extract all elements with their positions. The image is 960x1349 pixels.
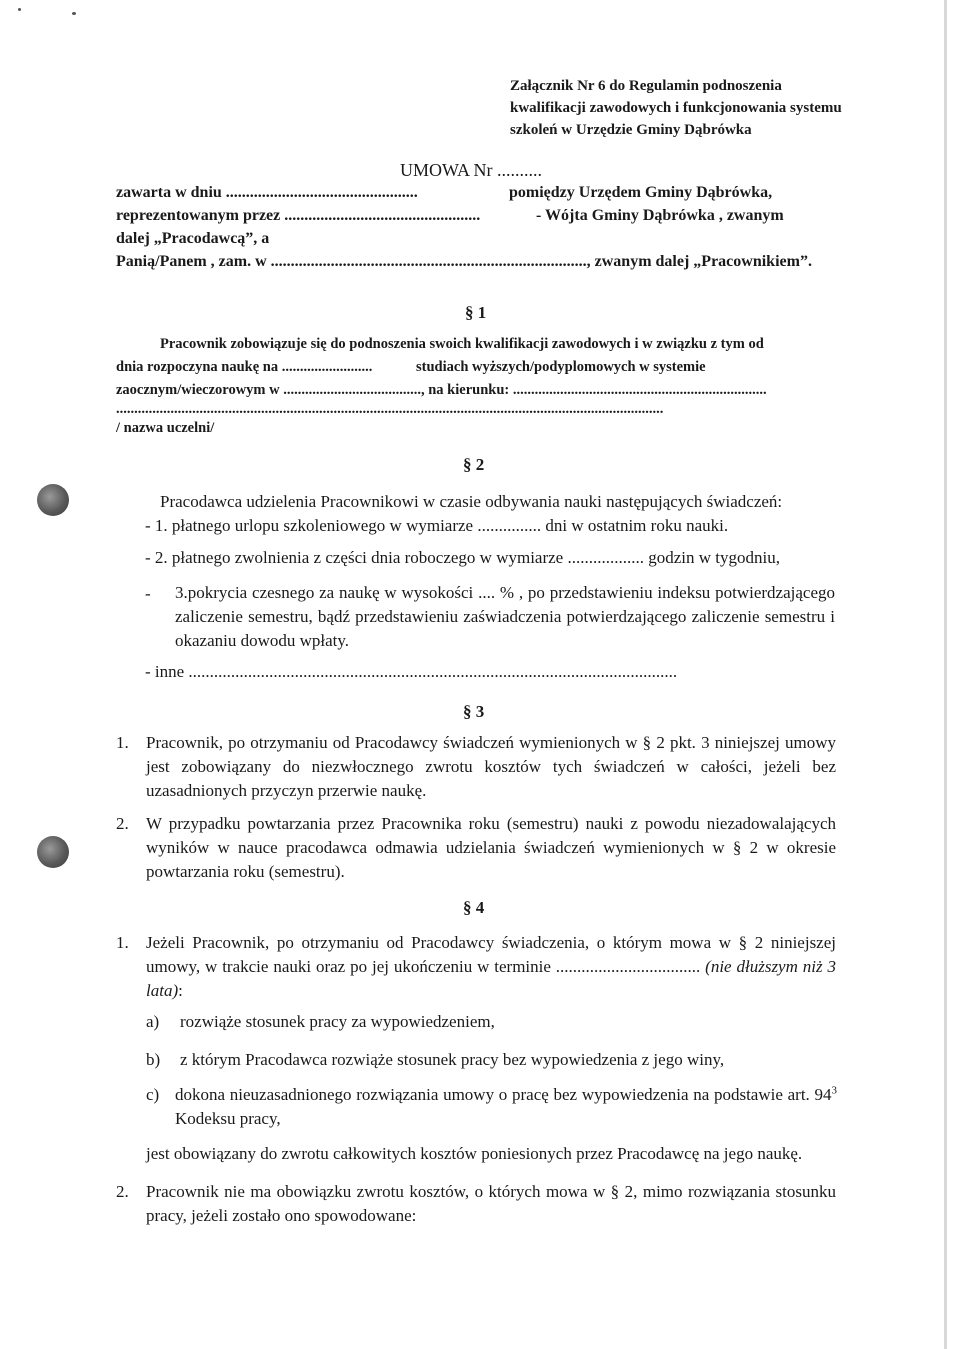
s4-item-a: rozwiąże stosunek pracy za wypowiedzeniem, [180, 1012, 495, 1031]
s4-item-a-label: a) [146, 1012, 160, 1031]
s2-item-1: - 1. płatnego urlopu szkoleniowego w wymiarze ............... dni w ostatnim roku nauki. [145, 516, 729, 535]
s4-paragraph-1 [146, 931, 836, 1003]
scan-speck [18, 8, 21, 11]
s2-item-4: - inne ................................................................................................................... [145, 662, 678, 681]
scan-speck [72, 12, 76, 15]
s4-p1-number: 1. [116, 933, 129, 952]
s2-intro: Pracodawca udzielenia Pracownikowi w czasie odbywania nauki następujących świadczeń: [160, 492, 783, 511]
s1-line-2-right: studiach wyższych/podyplomowych w systemie [416, 359, 706, 375]
s4-item-c-text: dokona nieuzasadnionego rozwiązania umowy o pracę bez wypowiedzenia na podstawie art. 94 [175, 1085, 832, 1104]
s3-paragraph-1: Pracownik, po otrzymaniu od Pracodawcy świadczeń wymienionych w § 2 pkt. 3 niniejszej umowy jest zobowiązany do niezwłocznego zwrotu kosztów tych świadczeń w całości, jeżeli bez uzasadnionych przyczyn przerwie naukę. [146, 733, 836, 800]
s1-line-1: Pracownik zobowiązuje się do podnoszenia swoich kwalifikacji zawodowych i w związku z tym od [160, 336, 764, 352]
page-edge [944, 0, 947, 1349]
s4-p1-term-note: (nie dłuższym niż 3 lata) [146, 957, 836, 1000]
s3-p2-number: 2. [116, 814, 129, 833]
header-line-3: szkoleń w Urzędzie Gminy Dąbrówka [510, 122, 752, 138]
s4-paragraph-2: Pracownik nie ma obowiązku zwrotu kosztów, o których mowa w § 2, mimo rozwiązania stosunku pracy, jeżeli zostało ono spowodowane: [146, 1182, 836, 1225]
section-1-heading: § 1 [465, 303, 487, 322]
s4-p1-colon: : [178, 981, 183, 1000]
section-3-heading: § 3 [463, 702, 485, 721]
s1-line-2-left: dnia rozpoczyna naukę na ......................... [116, 359, 373, 375]
s3-p1-number: 1. [116, 733, 129, 752]
intro-line-2-right: - Wójta Gminy Dąbrówka , zwanym [536, 207, 784, 224]
intro-line-3: dalej „Pracodawcą”, a [116, 230, 270, 247]
s2-item-3: 3.pokrycia czesnego za naukę w wysokości .... % , po przedstawieniu indeksu potwierdzającego zaliczenie semestru, bądź przedstawieniu zaświadczenia potwierdzającego zaliczenie semestru i okazaniu dowodu wpłaty. [175, 583, 835, 650]
section-4-heading: § 4 [463, 898, 485, 917]
s4-consequence: jest obowiązany do zwrotu całkowitych kosztów poniesionych przez Pracodawcę na jego naukę. [146, 1144, 803, 1163]
s4-item-c-tail: Kodeksu pracy, [175, 1109, 281, 1128]
s4-item-b: z którym Pracodawca rozwiąże stosunek pracy bez wypowiedzenia z jego winy, [180, 1050, 725, 1069]
s2-item-3-dash: - [145, 584, 151, 603]
s1-line-4: ....................................................................................................................................................... [116, 401, 664, 417]
s4-item-c-superscript: 3 [831, 1084, 837, 1097]
s4-item-c [175, 1083, 837, 1131]
s2-item-2: - 2. płatnego zwolnienia z części dnia roboczego w wymiarze .................. godzin w tygodniu, [145, 548, 780, 567]
intro-line-4: Panią/Panem , zam. w ..............................................................................., zwanym dalej „Pracownikiem”. [116, 253, 812, 270]
s1-line-5: / nazwa uczelni/ [116, 420, 215, 436]
s1-line-3: zaocznym/wieczorowym w ......................................, na kierunku: ...................................................................... [116, 382, 767, 398]
s4-item-c-label: c) [146, 1085, 160, 1104]
intro-line-1-left: zawarta w dniu ................................................ [116, 184, 418, 201]
punch-hole-top [37, 484, 69, 516]
header-line-2: kwalifikacji zawodowych i funkcjonowania systemu [510, 100, 842, 116]
document-title: UMOWA Nr .......... [400, 160, 542, 180]
header-line-1: Załącznik Nr 6 do Regulamin podnoszenia [510, 78, 782, 94]
section-2-heading: § 2 [463, 455, 485, 474]
s4-p1-text: Jeżeli Pracownik, po otrzymaniu od Pracodawcy świadczenia, o którym mowa w § 2 niniejszej umowy, w trakcie nauki oraz po jej ukończeniu w terminie .................................. [146, 933, 836, 976]
s4-item-b-label: b) [146, 1050, 161, 1069]
intro-line-1-right: pomiędzy Urzędem Gminy Dąbrówka, [509, 184, 773, 201]
s4-p2-number: 2. [116, 1182, 129, 1201]
punch-hole-bottom [37, 836, 69, 868]
intro-line-2-left: reprezentowanym przez ................................................. [116, 207, 481, 224]
s3-paragraph-2: W przypadku powtarzania przez Pracownika roku (semestru) nauki z powodu niezadowalających wyników w nauce pracodawca odmawia udzielania świadczeń wymienionych w § 2 w okresie powtarzania roku (semestru). [146, 814, 836, 881]
